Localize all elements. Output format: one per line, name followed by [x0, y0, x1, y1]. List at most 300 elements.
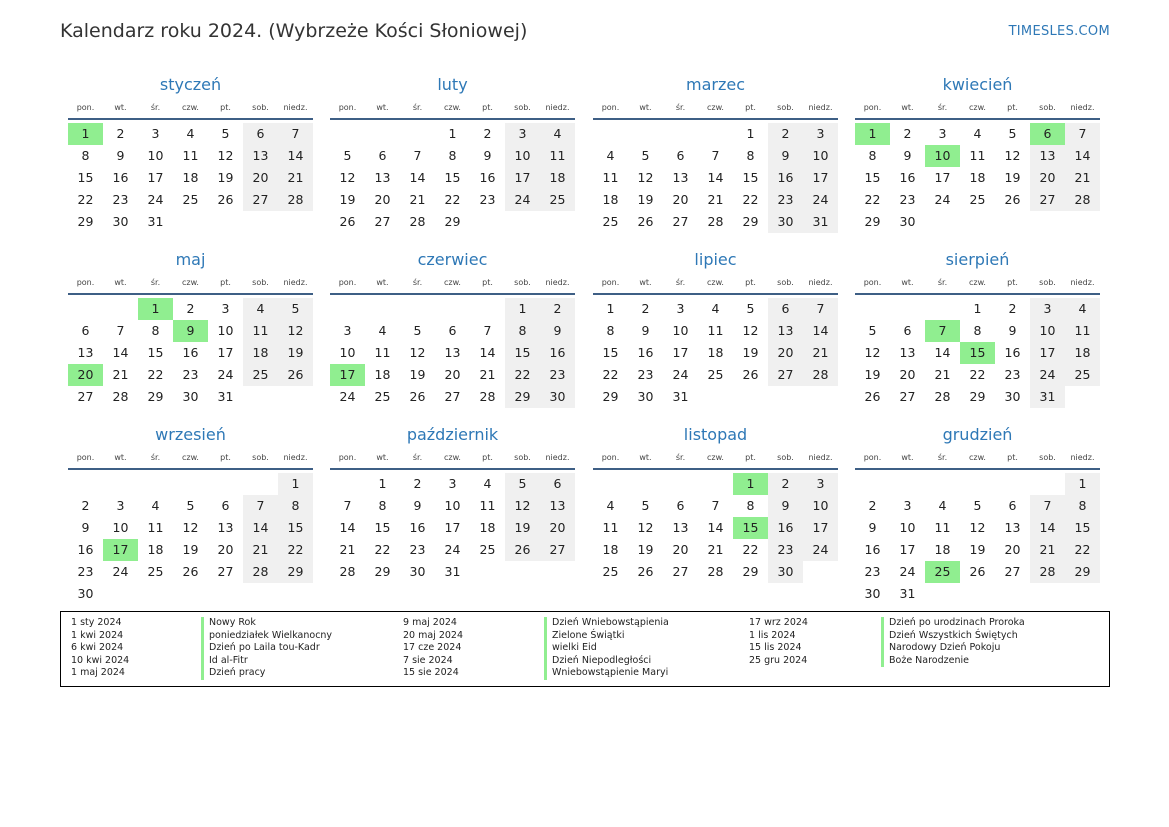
day-cell: 21	[1065, 167, 1100, 189]
weekday-label: niedz.	[1070, 453, 1095, 462]
weekday-label: śr.	[675, 278, 686, 287]
day-cell: 20	[444, 367, 461, 382]
day-cell: 2	[768, 123, 803, 145]
day-cell: 27	[217, 564, 234, 579]
day-cell: 29	[969, 389, 986, 404]
day-cell: 25	[602, 564, 619, 579]
day-cell: 6	[243, 123, 278, 145]
day-cell: 24	[147, 192, 164, 207]
weekday-label: czw.	[969, 103, 986, 112]
day-cell: 30	[899, 214, 916, 229]
day-cell: 19	[637, 542, 654, 557]
month-name: lipiec	[694, 250, 737, 269]
day-cell: 14	[707, 170, 724, 185]
day-cell: 4	[973, 126, 982, 141]
day-cell: 20	[1030, 167, 1065, 189]
month-12	[855, 424, 1100, 605]
weekday-label: niedz.	[545, 103, 570, 112]
day-cell: 10	[505, 145, 540, 167]
weekday-label: pon.	[601, 278, 620, 287]
weekday-header	[68, 98, 313, 120]
day-cell: 1	[448, 126, 457, 141]
weekday-label: wt.	[376, 453, 389, 462]
day-cell: 9	[483, 148, 492, 163]
legend-holiday-name: poniedziałek Wielkanocny	[201, 630, 332, 643]
day-cell: 17	[505, 167, 540, 189]
day-cell: 24	[803, 189, 838, 211]
day-cell: 15	[77, 170, 94, 185]
day-cell: 14	[479, 345, 496, 360]
weekday-label: sob.	[1039, 453, 1056, 462]
weekday-label: czw.	[182, 278, 199, 287]
day-cell: 12	[505, 495, 540, 517]
day-cell: 14	[112, 345, 129, 360]
day-cell: 19	[217, 170, 234, 185]
weekday-label: śr.	[675, 103, 686, 112]
day-cell: 16	[768, 517, 803, 539]
empty-cell	[593, 123, 628, 145]
day-cell: 19	[278, 342, 313, 364]
day-cell: 11	[479, 498, 496, 513]
day-cell: 22	[742, 542, 759, 557]
day-cell: 21	[479, 367, 496, 382]
day-cell: 22	[969, 367, 986, 382]
day-cell: 6	[221, 498, 230, 513]
day-cell: 26	[505, 539, 540, 561]
day-cell: 21	[112, 367, 129, 382]
day-cell: 3	[505, 123, 540, 145]
weekday-label: pon.	[601, 103, 620, 112]
day-cell: 30	[768, 561, 803, 583]
month-name: grudzień	[942, 425, 1013, 444]
day-cell: 2	[81, 498, 90, 513]
weekday-label: niedz.	[545, 278, 570, 287]
day-cell: 20	[899, 367, 916, 382]
empty-cell	[698, 123, 733, 145]
day-cell: 26	[969, 564, 986, 579]
empty-cell	[855, 473, 890, 495]
weekday-label: pt.	[220, 103, 231, 112]
day-cell: 30	[768, 211, 803, 233]
day-cell: 14	[339, 520, 356, 535]
empty-cell	[243, 473, 278, 495]
legend-date: 20 maj 2024	[403, 629, 464, 641]
weekday-label: pt.	[1007, 278, 1018, 287]
weekday-header	[330, 448, 575, 470]
day-cell: 24	[803, 539, 838, 561]
day-cell: 4	[606, 148, 615, 163]
day-cell: 15	[505, 342, 540, 364]
day-cell: 29	[374, 564, 391, 579]
empty-cell	[663, 473, 698, 495]
day-cell: 2	[903, 126, 912, 141]
weekday-label: sob.	[252, 103, 269, 112]
day-cell: 4	[483, 476, 492, 491]
day-cell: 8	[278, 495, 313, 517]
day-grid	[330, 298, 575, 408]
day-cell: 7	[711, 498, 720, 513]
month-name: listopad	[683, 425, 748, 444]
empty-cell	[995, 473, 1030, 495]
day-cell: 11	[374, 345, 391, 360]
day-cell: 30	[112, 214, 129, 229]
day-cell: 2	[413, 476, 422, 491]
day-cell: 16	[77, 542, 94, 557]
weekday-label: niedz.	[1070, 278, 1095, 287]
weekday-label: pon.	[863, 103, 882, 112]
day-cell: 24	[112, 564, 129, 579]
holiday-day-cell: 1	[855, 123, 890, 145]
day-cell: 26	[217, 192, 234, 207]
day-cell: 18	[540, 167, 575, 189]
day-cell: 30	[409, 564, 426, 579]
month-name: maj	[175, 250, 206, 269]
day-cell: 8	[746, 498, 755, 513]
day-cell: 28	[707, 214, 724, 229]
day-cell: 12	[969, 520, 986, 535]
day-cell: 13	[1004, 520, 1021, 535]
weekday-label: śr.	[675, 453, 686, 462]
day-cell: 26	[637, 214, 654, 229]
day-cell: 24	[899, 564, 916, 579]
empty-cell	[330, 473, 365, 495]
day-grid	[330, 123, 575, 233]
day-cell: 4	[186, 126, 195, 141]
day-cell: 20	[243, 167, 278, 189]
day-cell: 30	[182, 389, 199, 404]
day-cell: 17	[672, 345, 689, 360]
weekday-label: sob.	[252, 278, 269, 287]
weekday-label: niedz.	[545, 453, 570, 462]
holiday-day-cell: 20	[68, 364, 103, 386]
weekday-label: sob.	[514, 103, 531, 112]
day-cell: 7	[116, 323, 125, 338]
weekday-label: niedz.	[808, 103, 833, 112]
day-cell: 4	[1065, 298, 1100, 320]
day-cell: 12	[182, 520, 199, 535]
holiday-legend	[60, 611, 1110, 687]
day-cell: 19	[969, 542, 986, 557]
day-cell: 8	[746, 148, 755, 163]
day-cell: 1	[378, 476, 387, 491]
weekday-label: pon.	[601, 453, 620, 462]
day-cell: 25	[147, 564, 164, 579]
day-cell: 6	[1008, 498, 1017, 513]
day-cell: 14	[803, 320, 838, 342]
empty-cell	[1030, 473, 1065, 495]
legend-holiday-name: Narodowy Dzień Pokoju	[881, 642, 1025, 655]
empty-cell	[68, 298, 103, 320]
day-cell: 9	[903, 148, 912, 163]
weekday-label: wt.	[376, 278, 389, 287]
legend-holiday-name: Dzień Wszystkich Świętych	[881, 630, 1025, 643]
weekday-label: sob.	[1039, 278, 1056, 287]
day-grid	[330, 473, 575, 583]
day-cell: 29	[505, 386, 540, 408]
day-cell: 27	[1030, 189, 1065, 211]
day-cell: 19	[505, 517, 540, 539]
holiday-day-cell: 17	[103, 539, 138, 561]
legend-holiday-name: Dzień Niepodległości	[544, 655, 669, 668]
legend-dates-column	[403, 617, 463, 680]
day-cell: 27	[768, 364, 803, 386]
weekday-label: niedz.	[283, 278, 308, 287]
day-cell: 19	[637, 192, 654, 207]
weekday-header	[855, 98, 1100, 120]
day-cell: 26	[339, 214, 356, 229]
day-cell: 18	[1065, 342, 1100, 364]
weekday-header	[330, 273, 575, 295]
weekday-label: pt.	[482, 278, 493, 287]
day-cell: 1	[278, 473, 313, 495]
day-cell: 12	[1004, 148, 1021, 163]
weekday-label: pt.	[482, 453, 493, 462]
day-cell: 11	[934, 520, 951, 535]
day-cell: 4	[151, 498, 160, 513]
day-cell: 16	[540, 342, 575, 364]
day-cell: 10	[672, 323, 689, 338]
day-cell: 5	[186, 498, 195, 513]
day-cell: 24	[505, 189, 540, 211]
day-cell: 31	[803, 211, 838, 233]
day-cell: 5	[1008, 126, 1017, 141]
weekday-header	[593, 273, 838, 295]
day-cell: 18	[147, 542, 164, 557]
month-11	[593, 424, 838, 583]
day-cell: 13	[374, 170, 391, 185]
day-cell: 25	[707, 367, 724, 382]
day-cell: 16	[768, 167, 803, 189]
month-4	[855, 74, 1100, 233]
day-cell: 7	[243, 495, 278, 517]
day-cell: 26	[278, 364, 313, 386]
day-cell: 6	[378, 148, 387, 163]
empty-cell	[925, 298, 960, 320]
empty-cell	[925, 473, 960, 495]
empty-cell	[68, 473, 103, 495]
day-cell: 13	[672, 520, 689, 535]
holiday-day-cell: 1	[733, 473, 768, 495]
legend-date: 7 sie 2024	[403, 654, 453, 666]
day-cell: 16	[409, 520, 426, 535]
day-cell: 17	[899, 542, 916, 557]
day-cell: 1	[606, 301, 615, 316]
day-cell: 24	[934, 192, 951, 207]
day-cell: 10	[112, 520, 129, 535]
empty-cell	[890, 473, 925, 495]
weekday-label: śr.	[150, 278, 161, 287]
empty-cell	[628, 473, 663, 495]
day-cell: 21	[707, 192, 724, 207]
weekday-label: śr.	[412, 453, 423, 462]
day-cell: 30	[77, 586, 94, 601]
day-cell: 30	[864, 586, 881, 601]
day-cell: 9	[768, 495, 803, 517]
day-cell: 27	[77, 389, 94, 404]
legend-date: 10 kwi 2024	[71, 654, 130, 666]
weekday-label: sob.	[777, 103, 794, 112]
weekday-header	[330, 98, 575, 120]
weekday-label: wt.	[901, 103, 914, 112]
day-cell: 15	[602, 345, 619, 360]
legend-holiday-name: Dzień po urodzinach Proroka	[881, 617, 1025, 630]
day-cell: 17	[217, 345, 234, 360]
day-cell: 26	[864, 389, 881, 404]
day-cell: 29	[602, 389, 619, 404]
day-cell: 10	[899, 520, 916, 535]
day-cell: 5	[641, 498, 650, 513]
day-cell: 13	[444, 345, 461, 360]
day-cell: 3	[343, 323, 352, 338]
day-cell: 23	[540, 364, 575, 386]
day-cell: 28	[278, 189, 313, 211]
day-cell: 23	[899, 192, 916, 207]
day-cell: 8	[606, 323, 615, 338]
day-cell: 14	[934, 345, 951, 360]
day-cell: 19	[339, 192, 356, 207]
day-cell: 9	[413, 498, 422, 513]
empty-cell	[698, 473, 733, 495]
day-cell: 29	[147, 389, 164, 404]
day-cell: 9	[81, 520, 90, 535]
day-cell: 18	[602, 192, 619, 207]
day-cell: 23	[768, 539, 803, 561]
day-cell: 28	[112, 389, 129, 404]
day-cell: 24	[672, 367, 689, 382]
day-cell: 7	[278, 123, 313, 145]
legend-date: 1 kwi 2024	[71, 629, 124, 641]
day-cell: 7	[343, 498, 352, 513]
day-cell: 5	[973, 498, 982, 513]
weekday-label: niedz.	[808, 453, 833, 462]
day-cell: 20	[672, 192, 689, 207]
day-cell: 22	[77, 192, 94, 207]
day-cell: 1	[505, 298, 540, 320]
legend-date: 6 kwi 2024	[71, 642, 124, 653]
day-cell: 23	[479, 192, 496, 207]
legend-holiday-name: Boże Narodzenie	[881, 655, 1025, 668]
day-cell: 29	[444, 214, 461, 229]
day-cell: 23	[1004, 367, 1021, 382]
day-cell: 14	[1065, 145, 1100, 167]
day-cell: 21	[934, 367, 951, 382]
legend-date: 1 sty 2024	[71, 617, 122, 628]
day-cell: 16	[112, 170, 129, 185]
weekday-label: pt.	[1007, 453, 1018, 462]
day-cell: 25	[182, 192, 199, 207]
day-cell: 16	[864, 542, 881, 557]
weekday-label: pon.	[76, 453, 95, 462]
day-cell: 7	[1065, 123, 1100, 145]
day-cell: 22	[602, 367, 619, 382]
legend-holiday-name: Wniebowstąpienie Maryi	[544, 667, 669, 680]
day-cell: 25	[1065, 364, 1100, 386]
empty-cell	[400, 298, 435, 320]
legend-date: 17 wrz 2024	[749, 617, 808, 628]
day-cell: 11	[243, 320, 278, 342]
day-cell: 25	[243, 364, 278, 386]
day-cell: 6	[81, 323, 90, 338]
day-cell: 2	[186, 301, 195, 316]
weekday-header	[593, 448, 838, 470]
day-cell: 28	[1030, 561, 1065, 583]
day-cell: 2	[1008, 301, 1017, 316]
day-cell: 5	[278, 298, 313, 320]
day-cell: 20	[374, 192, 391, 207]
day-cell: 10	[217, 323, 234, 338]
day-cell: 3	[803, 123, 838, 145]
day-cell: 28	[409, 214, 426, 229]
day-cell: 19	[182, 542, 199, 557]
legend-holiday-name: Nowy Rok	[201, 617, 332, 630]
empty-cell	[330, 123, 365, 145]
legend-dates-column	[71, 617, 129, 680]
day-cell: 2	[483, 126, 492, 141]
day-grid	[68, 298, 313, 408]
day-cell: 12	[864, 345, 881, 360]
day-cell: 19	[742, 345, 759, 360]
day-cell: 31	[899, 586, 916, 601]
day-cell: 22	[374, 542, 391, 557]
day-cell: 13	[1030, 145, 1065, 167]
weekday-label: pt.	[745, 103, 756, 112]
day-cell: 17	[444, 520, 461, 535]
day-cell: 27	[374, 214, 391, 229]
day-grid	[68, 473, 313, 605]
day-cell: 5	[413, 323, 422, 338]
day-cell: 24	[339, 389, 356, 404]
day-cell: 22	[505, 364, 540, 386]
day-cell: 13	[217, 520, 234, 535]
month-name: październik	[406, 425, 499, 444]
weekday-label: czw.	[707, 103, 724, 112]
day-cell: 22	[444, 192, 461, 207]
empty-cell	[663, 123, 698, 145]
day-cell: 6	[540, 473, 575, 495]
empty-cell	[330, 298, 365, 320]
day-cell: 3	[448, 476, 457, 491]
day-cell: 6	[676, 148, 685, 163]
month-7	[593, 249, 838, 408]
legend-date: 1 lis 2024	[749, 629, 796, 641]
day-cell: 9	[116, 148, 125, 163]
day-cell: 15	[374, 520, 391, 535]
holiday-day-cell: 9	[173, 320, 208, 342]
day-cell: 29	[77, 214, 94, 229]
day-cell: 6	[768, 298, 803, 320]
day-cell: 2	[641, 301, 650, 316]
day-cell: 22	[742, 192, 759, 207]
day-cell: 18	[182, 170, 199, 185]
day-cell: 25	[602, 214, 619, 229]
day-cell: 24	[444, 542, 461, 557]
weekday-label: śr.	[412, 278, 423, 287]
weekday-label: wt.	[114, 453, 127, 462]
empty-cell	[628, 123, 663, 145]
day-cell: 4	[378, 323, 387, 338]
day-cell: 10	[803, 145, 838, 167]
weekday-header	[855, 448, 1100, 470]
weekday-label: wt.	[901, 278, 914, 287]
empty-cell	[208, 473, 243, 495]
day-cell: 25	[479, 542, 496, 557]
day-cell: 12	[637, 520, 654, 535]
day-cell: 16	[1004, 345, 1021, 360]
weekday-label: wt.	[114, 103, 127, 112]
day-cell: 17	[147, 170, 164, 185]
day-cell: 4	[243, 298, 278, 320]
brand-link[interactable]: TIMESLES.COM	[1008, 24, 1110, 39]
